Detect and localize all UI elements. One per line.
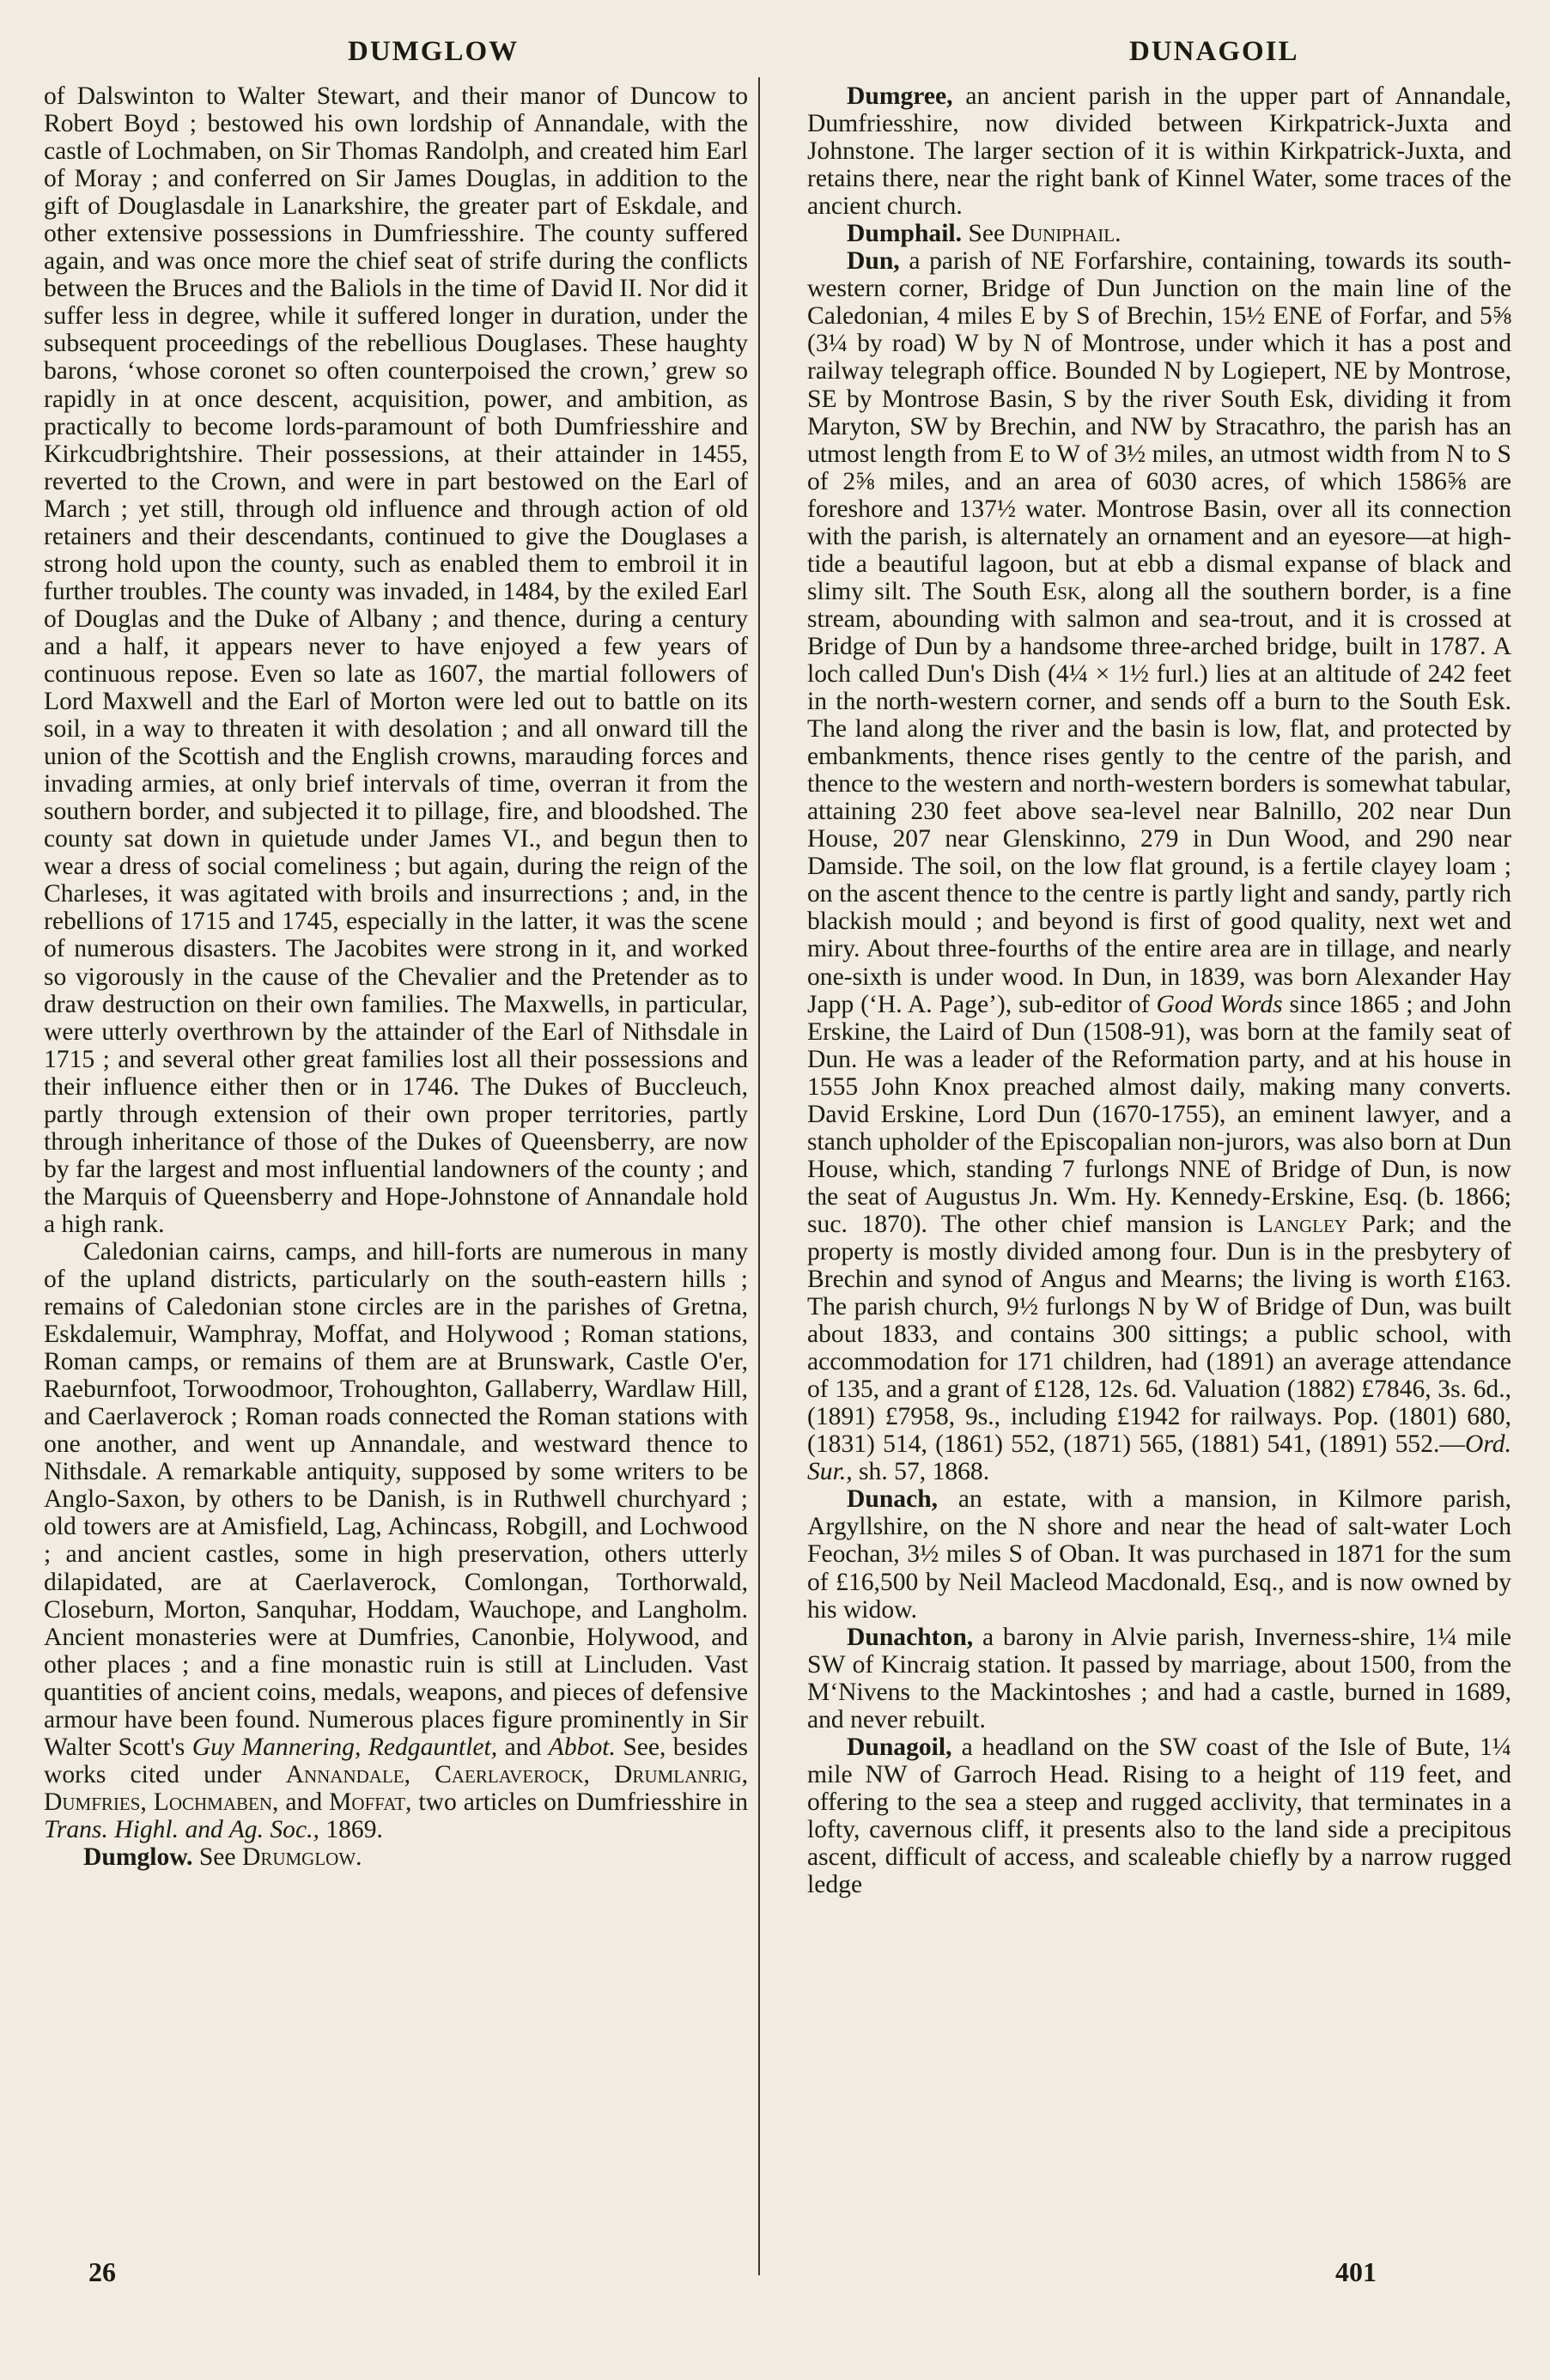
paragraph-antiquities [44, 1238, 748, 1843]
left-column [44, 82, 748, 1871]
headword-dunach: Dunach, [847, 1485, 939, 1514]
entry-dumglow [44, 1843, 748, 1871]
headword-dumglow: Dumglow. [83, 1843, 193, 1871]
entry-dumgree [807, 82, 1511, 220]
and-text-2: and [278, 1788, 330, 1816]
dumphail-ref: Duniphail. [1011, 220, 1121, 248]
headword-dumphail: Dumphail. [847, 220, 963, 248]
good-words-title: Good Words [1156, 990, 1283, 1018]
dun-esk-ref: Esk, [1042, 577, 1087, 605]
dun-text-4: Park; and the property is mostly divided among four. Dun is in the presbytery of Brechin and synod of Angus and Mearns; the living is worth £163. The parish church, 9½ furlongs N by W of Bridge of Dun, was built about 1833, and contains 300 sittings; a public school, with accommodation for 171 children, had (1891) an average attendance of 135, and a grant of £128, 12s. 6d. Valuation (1882) £7846, 3s. 6d., (1891) £7958, 9s., including £1942 for railways. Pop. (1801) 680, (1831) 514, (1861) 552, (1871) 565, (1881) 541, (1891) 552.— [807, 1210, 1512, 1459]
and-text: and [497, 1733, 549, 1761]
year-text: 1869. [319, 1815, 383, 1843]
running-head-left: DUMGLOW [348, 36, 520, 67]
headword-dun: Dun, [847, 247, 900, 276]
dun-text-1: a parish of NE Forfarshire, containing, towards its south-western corner, Bridge of Dun Junction on the main line of the Caledonian, 4 miles E by S of Brechin, 15½ ENE of Forfar, and 5⅝ (3¼ by road) W by N of Montrose, under which it has a post and railway telegraph office. Bounded N by Logiepert, NE by Montrose, SE by Montrose Basin, S by the river South Esk, dividing it from Maryton, SW by Brechin, and NW by Stracathro, the parish has an utmost length from E to W of 3½ miles, an utmost width from N to S of 2⅝ miles, and an area of 6030 acres, of which 1586⅝ are foreshore and 137½ water. Montrose Basin, over all its connection with the parish, is alternately an ornament and an eyesore—at high-tide a beautiful lagoon, but at ebb a dismal expanse of black and slimy silt. The South [807, 247, 1511, 605]
entry-dunagoil [807, 1733, 1511, 1898]
dun-text-5: sh. 57, 1868. [852, 1458, 990, 1486]
abbot-title: Abbot. [548, 1733, 616, 1761]
dunach-text: an estate, with a mansion, in Kilmore parish, Argyllshire, on the N shore and near the head of salt-water Loch Feochan, 3½ miles S of Oban. It was purchased in 1871 for the sum of £16,500 by Neil Macleod Macdonald, Esq., and is now owned by his widow. [807, 1485, 1511, 1624]
headword-dumgree: Dumgree, [847, 82, 953, 110]
page-number-left: 26 [88, 2256, 116, 2287]
moffat-reference: Moffat, [329, 1788, 412, 1816]
headword-dunachton: Dunachton, [847, 1623, 974, 1651]
scott-works: Guy Mannering, Redgauntlet, [191, 1733, 498, 1761]
dumgree-text: an ancient parish in the upper part of Annandale, Dumfriesshire, now divided between Kirkpatrick-Juxta and Johnstone. The larger section of it is within Kirkpatrick-Juxta, and retains there, near the right bank of Kinnel Water, some traces of the ancient church. [807, 82, 1511, 221]
dumphail-see: See [962, 220, 1012, 248]
paragraph-continuation: of Dalswinton to Walter Stewart, and their manor of Duncow to Robert Boyd ; bestowed his own lordship of Annandale, with the castle of Lochmaben, on Sir Thomas Randolph, and created him Earl of Moray ; and conferred on Sir James Douglas, in addition to the gift of Douglasdale in Lanarkshire, the greater part of Eskdale, and other extensive possessions in Dumfriesshire. The county suffered again, and was once more the chief seat of strife during the conflicts between the Bruces and the Baliols in the time of David II. Nor did it suffer less in degree, while it suffered longer in duration, under the subsequent proceedings of the rebellious Douglases. These haughty barons, ‘whose coronet so often counterpoised the crown,’ grew so rapidly in at once descent, acquisition, power, and ambition, as practically to become lords-paramount of both Dumfriesshire and Kirkcudbrightshire. Their possessions, at their attainder in 1455, reverted to the Crown, and were in part bestowed on the Earl of March ; yet still, through old influence and through action of old retainers and their descendants, continued to give the Douglases a strong hold upon the county, such as enabled them to embroil it in further troubles. The county was invaded, in 1484, by the exiled Earl of Douglas and the Duke of Albany ; and thence, during a century and a half, it appears never to have enjoyed a few years of continuous repose. Even so late as 1607, the martial followers of Lord Maxwell and the Earl of Morton were led out to battle on its soil, in a way to threaten it with desolation ; and all onward till the union of the Scottish and the English crowns, marauding forces and invading armies, at only brief intervals of time, overran it from the southern border, and subjected it to pillage, fire, and bloodshed. The county sat down in quietude under James VI., and begun then to wear a dress of social comeliness ; but again, during the reign of the Charleses, it was agitated with broils and insurrections ; and, in the rebellions of 1715 and 1745, especially in the latter, it was the scene of numerous disasters. The Jacobites were strong in it, and worked so vigorously in the cause of the Chevalier and the Pretender as to draw destruction on their own families. The Maxwells, in particular, were utterly overthrown by the attainder of the Earl of Nithsdale in 1715 ; and several other great families lost all their possessions and their influence either then or in 1746. The Dukes of Buccleuch, partly through extension of their own proper territories, partly through inheritance of those of the Dukes of Queensberry, are now by far the largest and most influential landowners of the county ; and the Marquis of Queensberry and Hope-Johnstone of Annandale hold a high rank. [44, 82, 748, 1238]
antiquities-text: Caledonian cairns, camps, and hill-forts are numerous in many of the upland districts, particularly on the south-eastern hills ; remains of Caledonian stone circles are in the parishes of Gretna, Eskdalemuir, Wamphray, Moffat, and Holywood ; Roman stations, Roman camps, or remains of them are at Brunswark, Castle O'er, Raeburnfoot, Torwoodmoor, Trohoughton, Gallaberry, Wardlaw Hill, and Caerlaverock ; Roman roads connected the Roman stations with one another, and went up Annandale, and westward thence to Nithsdale. A remarkable antiquity, supposed by some writers to be Anglo-Saxon, by others to be Danish, is in Ruthwell churchyard ; old towers are at Amisfield, Lag, Achincass, Robgill, and Lochwood ; and ancient castles, some in high preservation, others utterly dilapidated, are at Caerlaverock, Comlongan, Torthorwald, Closeburn, Morton, Sanquhar, Hoddam, Wauchope, and Langholm. Ancient monasteries were at Dumfries, Canonbie, Holywood, and other places ; and a fine monastic ruin is still at Lincluden. Vast quantities of ancient coins, medals, weapons, and pieces of defensive armour have been found. Numerous places figure prominently in Sir Walter Scott's [44, 1237, 748, 1761]
ord-sur-ref: Ord. Sur., [807, 1430, 1511, 1486]
langley-ref: Langley [1257, 1210, 1347, 1238]
trans-reference: Trans. Highl. and Ag. Soc., [44, 1815, 319, 1843]
entry-dun [807, 247, 1511, 1485]
column-divider [758, 77, 760, 2275]
entry-dunach [807, 1485, 1511, 1623]
articles-text: two articles on Dumfriesshire in [411, 1788, 749, 1816]
see-text: See, besides works cited under [44, 1733, 749, 1788]
dumglow-ref: Drumglow. [241, 1843, 362, 1871]
dun-text-3: since 1865 ; and John Erskine, the Laird of Dun (1508-91), was born at the family seat of Dun. He was a leader of the Reformation party, and at his house in 1555 John Knox preached almost daily, making many converts. David Erskine, Lord Dun (1670-1755), an eminent lawyer, and a stanch upholder of the Episcopalian non-jurors, was also born at Dun House, which, standing 7 furlongs NNE of Bridge of Dun, is now the seat of Augustus Jn. Wm. Hy. Kennedy-Erskine, Esq. (b. 1866; suc. 1870). The other chief mansion is [807, 990, 1511, 1238]
right-column [807, 82, 1511, 1898]
entry-dumphail [807, 220, 1511, 247]
page-number-right: 401 [1335, 2256, 1377, 2287]
dunachton-text: a barony in Alvie parish, Inverness-shire, 1¼ mile SW of Kincraig station. It passed by marriage, about 1500, from the M‘Nivens to the Mackintoshes ; and had a castle, burned in 1689, and never rebuilt. [807, 1623, 1511, 1733]
cross-references: Annandale, Caerlaverock, Drumlanrig, Dumfries, Lochmaben, [44, 1760, 748, 1816]
dumglow-see: See [192, 1843, 242, 1871]
headword-dunagoil: Dunagoil, [847, 1733, 952, 1761]
dun-text-2: along all the southern border, is a fine stream, abounding with salmon and sea-trout, and it is crossed at Bridge of Dun by a handsome three-arched bridge, built in 1787. A loch called Dun's Dish (4¼ × 1½ furl.) lies at an altitude of 242 feet in the north-western corner, and sends off a burn to the South Esk. The land along the river and the basin is low, flat, and protected by embankments, thence rises gently to the centre of the parish, and thence to the western and north-western borders is somewhat tabular, attaining 230 feet above sea-level near Balnillo, 202 near Dun House, 207 near Glenskinno, 279 in Dun Wood, and 290 near Damside. The soil, on the low flat ground, is a fertile clayey loam ; on the ascent thence to the centre is partly light and sandy, partly rich blackish mould ; and beyond is first of good quality, next wet and miry. About three-fourths of the entire area are in tillage, and nearly one-sixth is under wood. In Dun, in 1839, was born Alexander Hay Japp (‘H. A. Page’), sub-editor of [807, 577, 1511, 1018]
dunagoil-text: a headland on the SW coast of the Isle of Bute, 1¼ mile NW of Garroch Head. Rising to a height of 119 feet, and offering to the sea a steep and rugged acclivity, that terminates in a lofty, cavernous cliff, it presents also to the land side a precipitous ascent, difficult of access, and scaleable chiefly by a narrow rugged ledge [807, 1733, 1511, 1899]
running-head-right: DUNAGOIL [1129, 36, 1299, 67]
entry-dunachton [807, 1624, 1511, 1733]
